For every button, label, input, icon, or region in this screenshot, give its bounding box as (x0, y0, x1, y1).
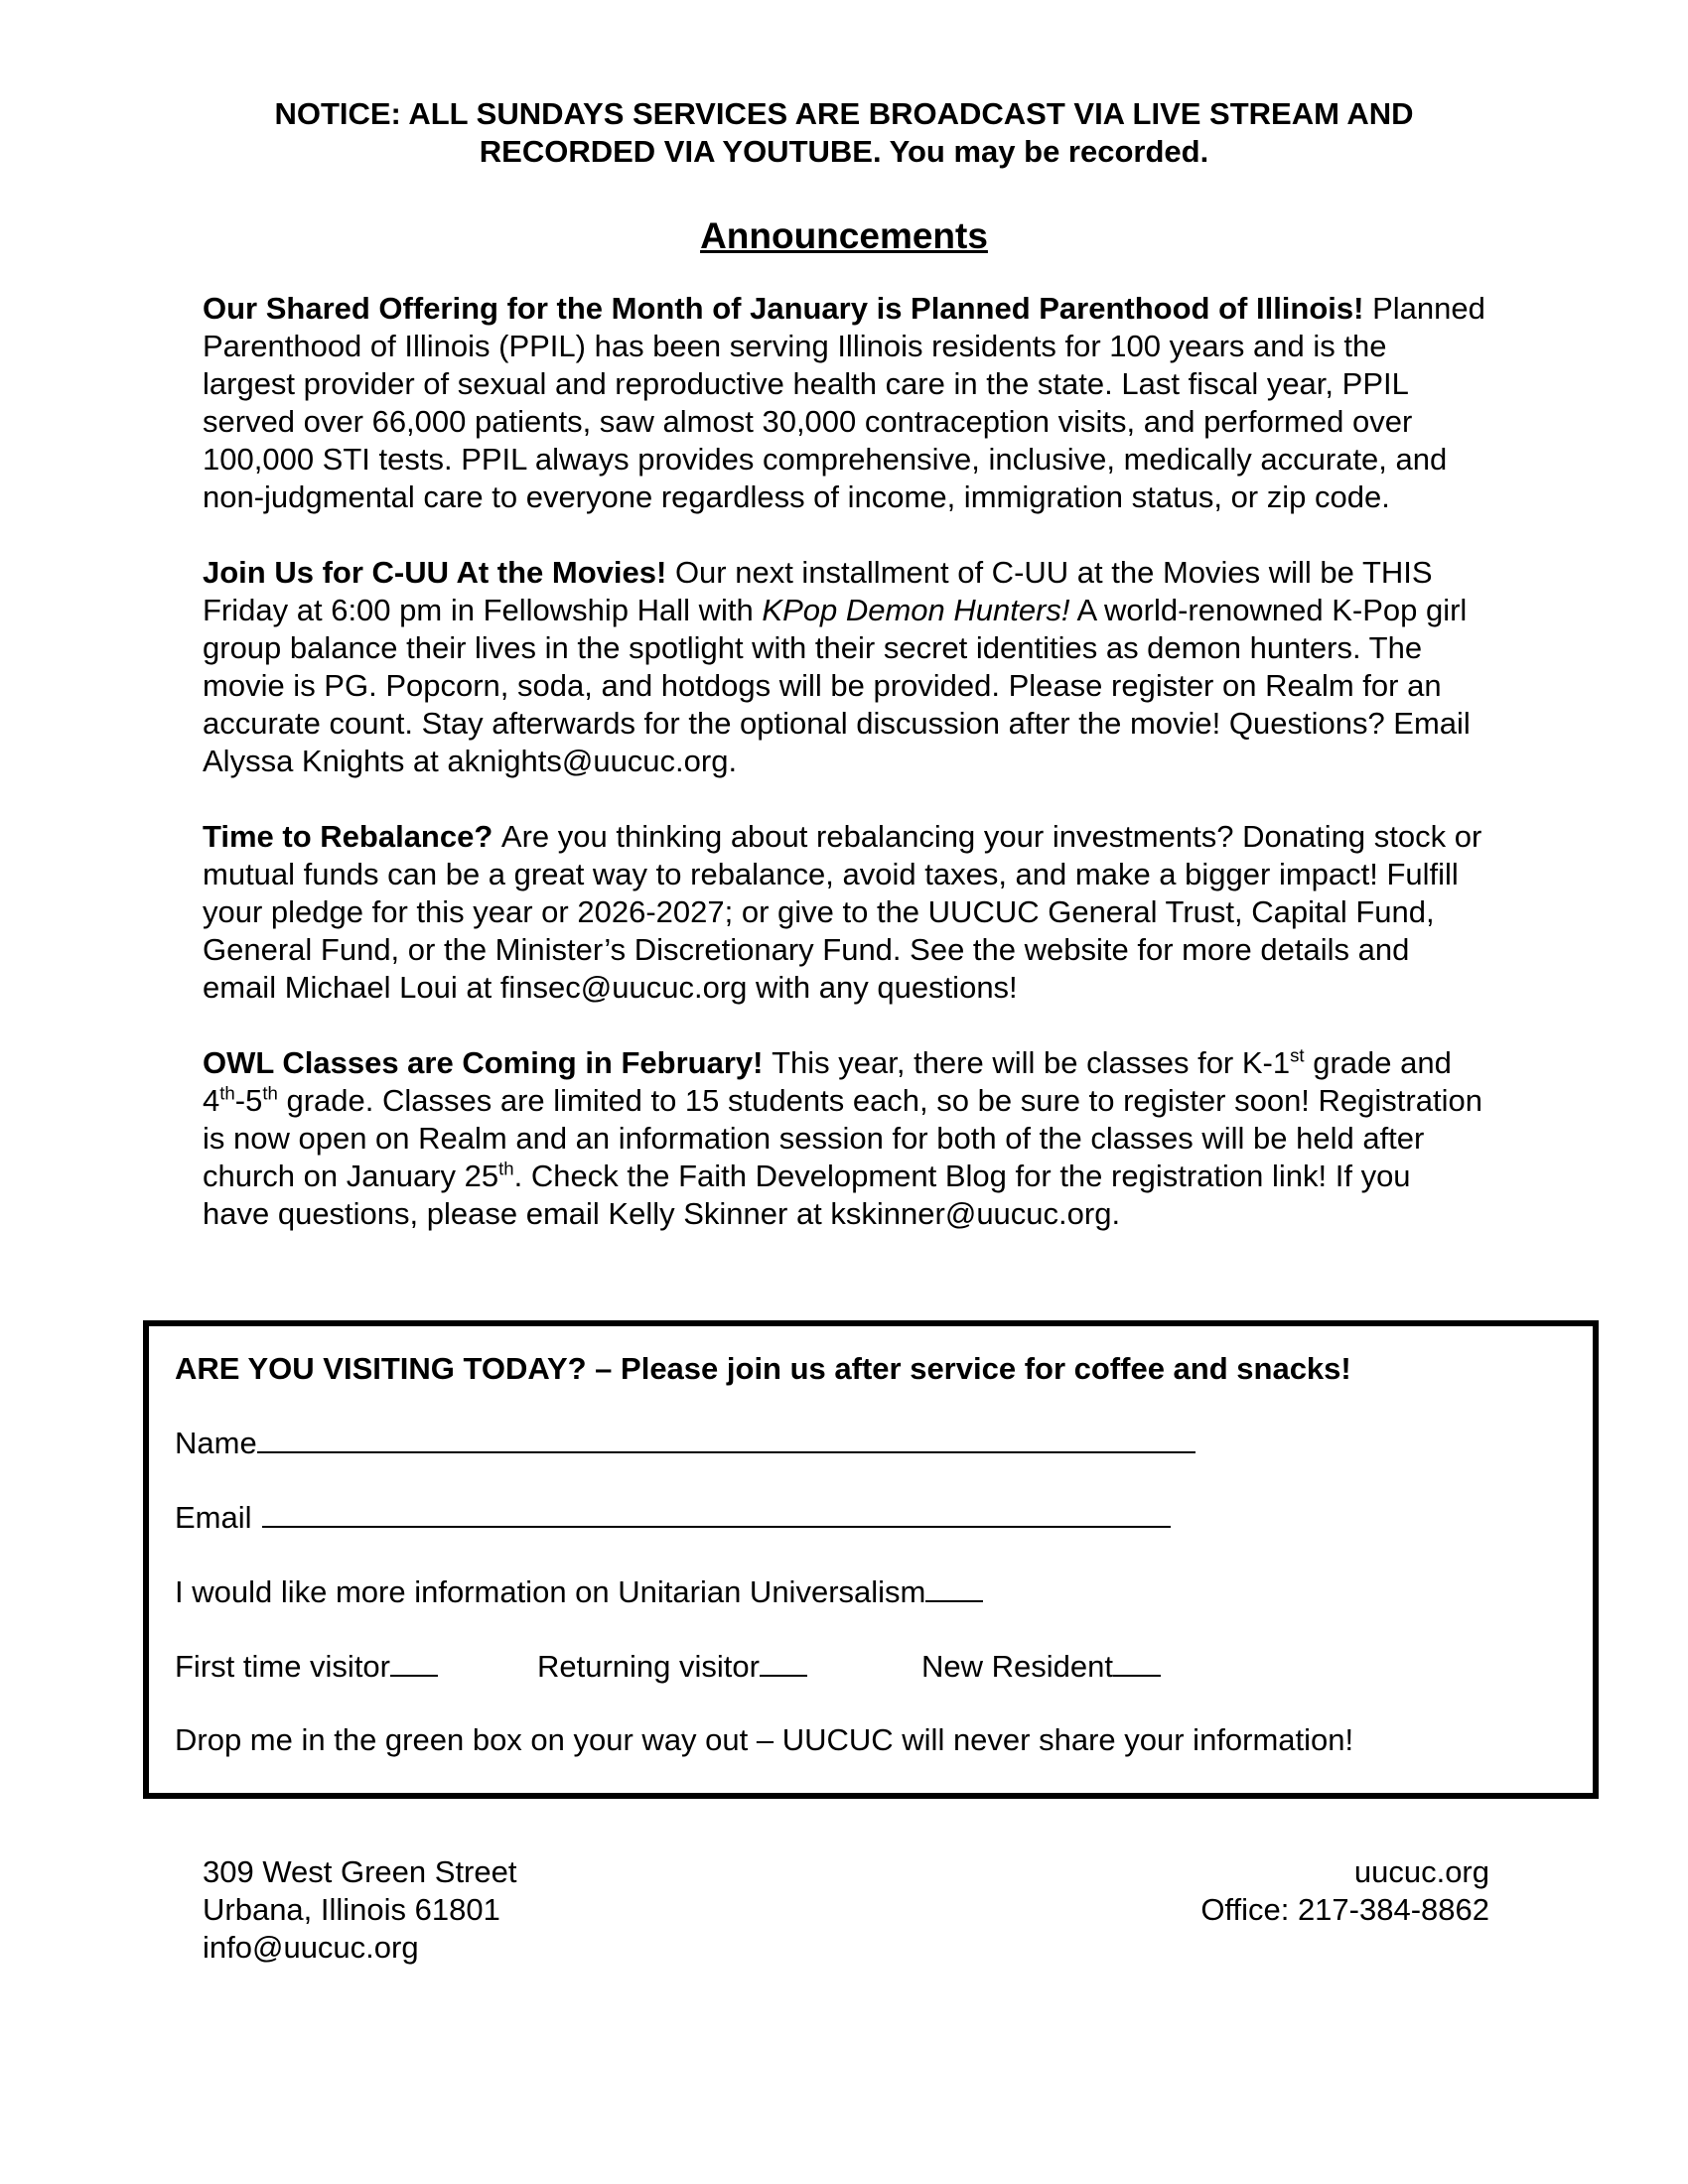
footer-address-block (203, 1853, 516, 1967)
returning-visitor-label: Returning visitor (537, 1649, 760, 1684)
name-field-row (175, 1424, 1567, 1462)
name-blank-line (257, 1424, 1196, 1453)
announcement-owl-classes: OWL Classes are Coming in February! This year, there will be classes for K-1st grade and 4th-5th grade. Classes are limited to 15 students each, so be sure to register soon! Registration is now open on Realm and an information session for both of the classes will be held after church on January 25th. Check the Faith Development Blog for the registration link! If you have questions, please email Kelly Skinner at kskinner@uucuc.org. (203, 1044, 1482, 1231)
announcement-cuu-movies: Join Us for C-UU At the Movies! Our next installment of C-UU at the Movies will be THIS Friday at 6:00 pm in Fellowship Hall with KPop Demon Hunters! A world-renowned K-Pop girl group balance their lives in the spotlight with their secret identities as demon hunters. The movie is PG. Popcorn, soda, and hotdogs will be provided. Please register on Realm for an accurate count. Stay afterwards for the optional discussion after the movie! Questions? Email Alyssa Knights at aknights@uucuc.org. (203, 555, 1471, 778)
first-time-blank-line (390, 1647, 438, 1677)
footer-city: Urbana, Illinois 61801 (203, 1892, 500, 1927)
returning-visitor-option (537, 1649, 807, 1684)
new-resident-blank-line (1113, 1647, 1161, 1677)
visitor-heading: ARE YOU VISITING TODAY? – Please join us after service for coffee and snacks! (175, 1351, 1351, 1386)
footer-contact-block (1200, 1853, 1489, 1967)
visitor-form-box (143, 1320, 1599, 1799)
email-label: Email (175, 1500, 252, 1535)
new-resident-label: New Resident (920, 1649, 1113, 1684)
email-field-row (175, 1498, 1567, 1537)
new-resident-option (921, 1649, 1161, 1684)
email-blank-line (262, 1498, 1171, 1528)
name-label: Name (175, 1426, 257, 1460)
broadcast-notice: NOTICE: ALL SUNDAYS SERVICES ARE BROADCAST VIA LIVE STREAM AND RECORDED VIA YOUTUBE. You may be recorded. (274, 96, 1414, 169)
announcement-rebalance: Time to Rebalance? Are you thinking about rebalancing your investments? Donating stock or mutual funds can be a great way to rebalance, avoid taxes, and make a bigger impact! Fulfill your pledge for this year or 2026-2027; or give to the UUCUC General Trust, Capital Fund, General Fund, or the Minister’s Discretionary Fund. See the website for more details and email Michael Loui at finsec@uucuc.org with any questions! (203, 819, 1482, 1005)
footer (203, 1853, 1489, 1967)
footer-email: info@uucuc.org (203, 1930, 419, 1965)
drop-box-instruction: Drop me in the green box on your way out – UUCUC will never share your information! (175, 1722, 1354, 1757)
returning-blank-line (760, 1647, 807, 1677)
more-info-row (175, 1572, 1567, 1611)
announcement-shared-offering: Our Shared Offering for the Month of January is Planned Parenthood of Illinois! Planned Parenthood of Illinois (PPIL) has been serving Illinois residents for 100 years and is the largest provider of sexual and reproductive health care in the state. Last fiscal year, PPIL served over 66,000 patients, saw almost 30,000 contraception visits, and performed over 100,000 STI tests. PPIL always provides comprehensive, inclusive, medically accurate, and non-judgmental care to everyone regardless of income, immigration status, or zip code. (203, 291, 1485, 514)
more-info-label: I would like more information on Unitarian Universalism (175, 1574, 926, 1609)
page-title: Announcements (700, 215, 988, 256)
more-info-blank-line (925, 1572, 983, 1602)
announcements-section (203, 290, 1485, 1233)
visitor-type-row (175, 1647, 1567, 1686)
footer-street: 309 West Green Street (203, 1854, 517, 1889)
first-time-visitor-label: First time visitor (175, 1649, 390, 1684)
footer-office-phone: Office: 217-384-8862 (1200, 1892, 1489, 1927)
first-time-visitor-option (175, 1649, 438, 1684)
footer-website: uucuc.org (1353, 1854, 1489, 1889)
